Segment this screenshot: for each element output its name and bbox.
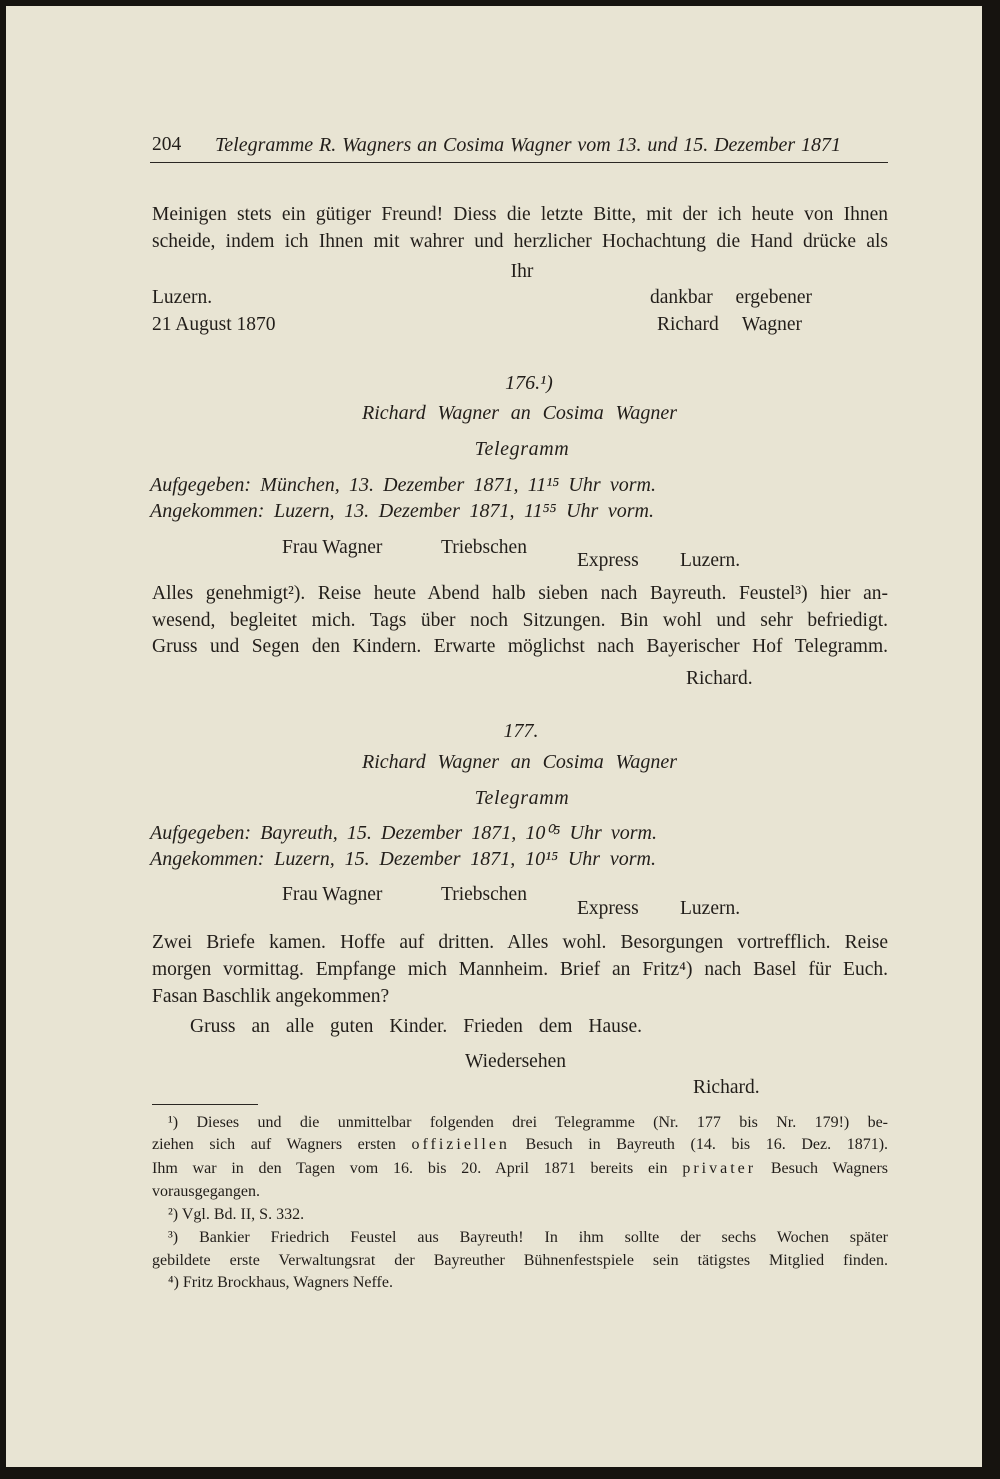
telegram-received-line: Angekommen: Luzern, 13. Dezember 1871, 11⁵⁵ Uhr vorm. [150, 500, 654, 522]
telegram-type: Telegramm [474, 438, 570, 460]
footnote-1-line [152, 1134, 888, 1156]
letter-line: Meinigen stets ein gütiger Freund! Diess die letzte Bitte, mit der ich heute von Ihnen [152, 204, 888, 225]
letter-signature: Richard Wagner [657, 314, 802, 335]
footnote-2-line [168, 1204, 304, 1226]
footnote-emphasis: privater [682, 1160, 757, 1177]
footnote-marker: ¹) [168, 1114, 179, 1131]
telegram-city: Luzern. [680, 550, 741, 571]
telegram-type: Telegramm [474, 787, 570, 809]
letter-closing: Ihr [510, 261, 534, 282]
footnote-emphasis: offiziellen [411, 1136, 510, 1153]
footnote-text: Vgl. Bd. II, S. 332. [181, 1206, 305, 1223]
footnote-marker: ⁴) [168, 1274, 179, 1291]
telegram-recipient: Frau Wagner [282, 884, 383, 905]
footnote-rule [152, 1104, 258, 1105]
telegram-received-line: Angekommen: Luzern, 15. Dezember 1871, 10¹⁵ Uhr vorm. [150, 848, 656, 870]
running-title: Telegramme R. Wagners an Cosima Wagner vom 13. und 15. Dezember 1871 [215, 134, 841, 156]
letter-line: scheide, indem ich Ihnen mit wahrer und herzlicher Hochachtung die Hand drücke als [152, 231, 888, 252]
footnote-text: Besuch Wagners [770, 1160, 889, 1177]
letter-place: Luzern. [152, 287, 213, 308]
telegram-greeting: Gruss an alle guten Kinder. Frieden dem Hause. [190, 1016, 642, 1037]
footnote-1-line: vorausgegangen. [152, 1183, 260, 1200]
telegram-body-line: Zwei Briefe kamen. Hoffe auf dritten. Alles wohl. Besorgungen vortrefflich. Reise [152, 932, 888, 953]
letter-complimentary-close: dankbar ergebener [650, 287, 812, 308]
telegram-recipient-place: Triebschen [441, 537, 527, 558]
footnote-4-line [168, 1272, 393, 1294]
telegram-recipient: Frau Wagner [282, 537, 383, 558]
footnote-text: Ihm war in den Tagen vom 16. bis 20. April 1871 bereits ein [152, 1160, 668, 1177]
telegram-farewell: Wiedersehen [465, 1051, 566, 1072]
telegram-number: 177. [503, 720, 539, 742]
footnote-text: Besuch in Bayreuth (14. bis 16. Dez. 1871). [525, 1136, 889, 1153]
letter-date: 21 August 1870 [152, 314, 276, 335]
telegram-body-line: morgen vormittag. Empfange mich Mannheim. Brief an Fritz⁴) nach Basel für Euch. [152, 959, 888, 980]
footnote-text: Dieses und die unmittelbar folgenden drei Telegramme (Nr. 177 bis Nr. 179!) be- [196, 1114, 889, 1131]
footnote-3-line: gebildete erste Verwaltungsrat der Bayreuther Bühnenfestspiele sein tätigstes Mitglied finden. [152, 1252, 888, 1269]
footnote-text: Fritz Brockhaus, Wagners Neffe. [182, 1274, 393, 1291]
telegram-signature: Richard. [686, 668, 753, 689]
telegram-heading: Richard Wagner an Cosima Wagner [362, 402, 677, 424]
telegram-body-line: Gruss und Segen den Kindern. Erwarte möglichst nach Bayerischer Hof Telegramm. [152, 636, 888, 657]
footnote-text: Bankier Friedrich Feustel aus Bayreuth! In ihm sollte der sechs Wochen später [199, 1229, 889, 1246]
telegram-sent-line: Aufgegeben: München, 13. Dezember 1871, 11¹⁵ Uhr vorm. [150, 474, 656, 496]
page-number: 204 [152, 134, 182, 155]
footnote-marker: ³) [168, 1229, 179, 1246]
telegram-service: Express [577, 550, 639, 571]
footnote-text: ziehen sich auf Wagners ersten [152, 1136, 396, 1153]
header-rule [150, 162, 888, 163]
telegram-service: Express [577, 898, 639, 919]
footnote-3-line [168, 1227, 888, 1249]
footnote-1-line [152, 1158, 888, 1180]
telegram-sent-line: Aufgegeben: Bayreuth, 15. Dezember 1871, 10⁰⁵ Uhr vorm. [150, 822, 657, 844]
telegram-body-line: wesend, begleitet mich. Tags über noch Sitzungen. Bin wohl und sehr befriedigt. [152, 610, 888, 631]
telegram-number: 176.¹) [505, 372, 553, 394]
telegram-body-line: Alles genehmigt²). Reise heute Abend halb sieben nach Bayreuth. Feustel³) hier an- [152, 583, 888, 604]
footnote-1-line [168, 1112, 888, 1134]
telegram-heading: Richard Wagner an Cosima Wagner [362, 751, 677, 773]
telegram-body-line: Fasan Baschlik angekommen? [152, 986, 390, 1007]
telegram-recipient-place: Triebschen [441, 884, 527, 905]
footnote-marker: ²) [168, 1206, 179, 1223]
telegram-city: Luzern. [680, 898, 741, 919]
telegram-signature: Richard. [693, 1077, 760, 1098]
